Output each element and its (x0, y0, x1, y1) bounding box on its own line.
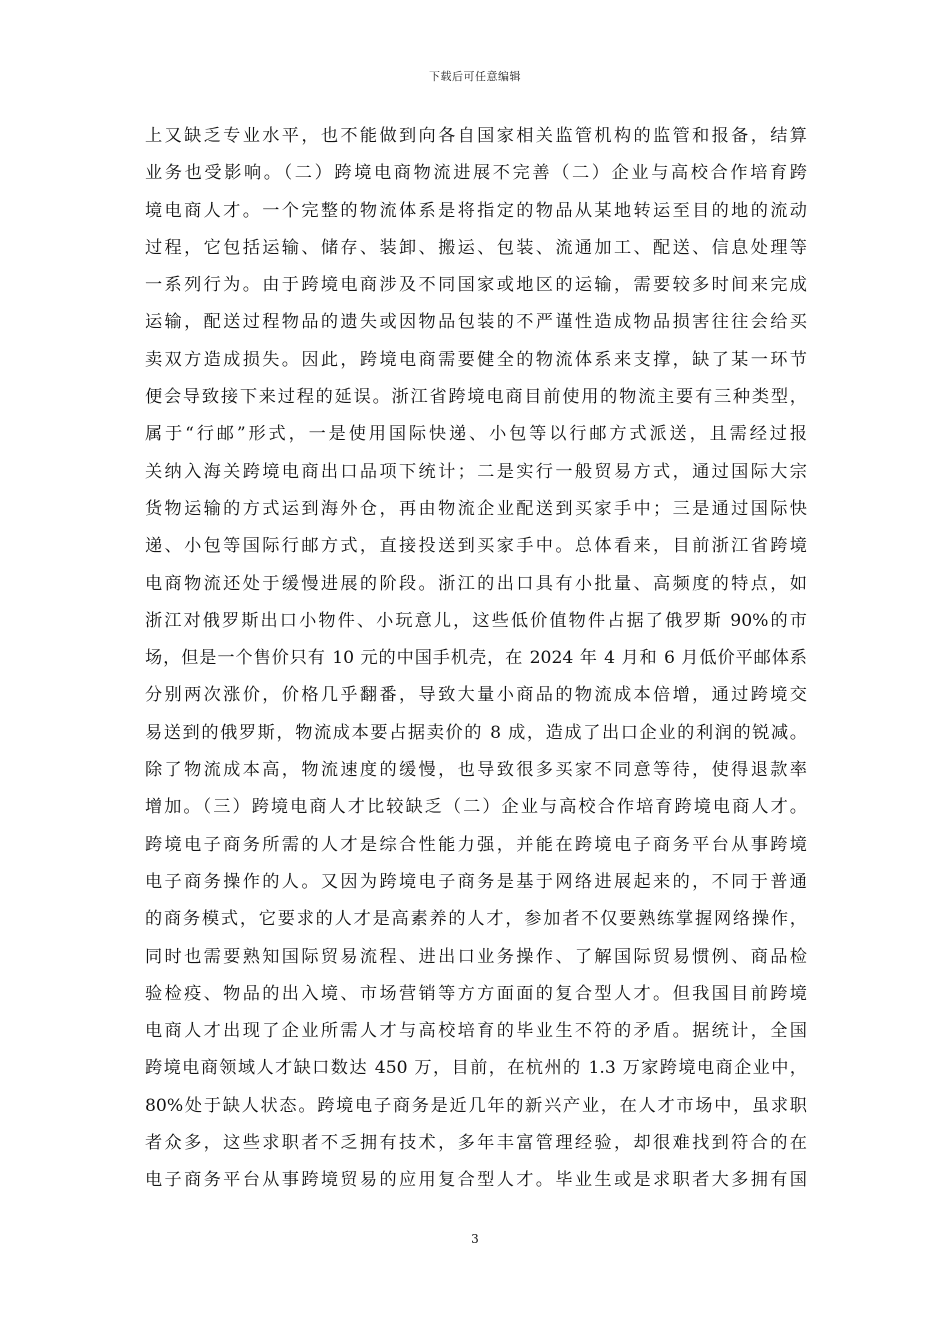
body-text (145, 118, 807, 1200)
text-line: 浙江对俄罗斯出口小物件、小玩意儿，这些低价值物件占据了俄罗斯 90%的市 (145, 610, 807, 631)
text-line: 分别两次涨价，价格几乎翻番，导致大量小商品的物流成本倍增，通过跨境交 (145, 685, 807, 706)
text-line: 运输，配送过程物品的遗失或因物品包装的不严谨性造成物品损害往往会给买 (145, 312, 807, 333)
text-line: 上又缺乏专业水平，也不能做到向各自国家相关监管机构的监管和报备，结算 (145, 126, 807, 146)
text-line: 货物运输的方式运到海外仓，再由物流企业配送到买家手中；三是通过国际快 (145, 498, 807, 519)
text-line: 便会导致接下来过程的延误。浙江省跨境电商目前使用的物流主要有三种类型， (145, 387, 807, 408)
text-line: 电商人才出现了企业所需人才与高校培育的毕业生不符的矛盾。据统计，全国 (145, 1021, 807, 1042)
text-line: 同时也需要熟知国际贸易流程、进出口业务操作、了解国际贸易惯例、商品检 (145, 946, 807, 967)
text-line: 电子商务平台从事跨境贸易的应用复合型人才。毕业生或是求职者大多拥有国 (145, 1170, 807, 1191)
text-line: 跨境电子商务所需的人才是综合性能力强，并能在跨境电子商务平台从事跨境 (145, 834, 807, 855)
text-line: 验检疫、物品的出入境、市场营销等方方面面的复合型人才。但我国目前跨境 (145, 983, 807, 1004)
text-line: 过程，它包括运输、储存、装卸、搬运、包装、流通加工、配送、信息处理等 (145, 237, 807, 258)
text-line: 关纳入海关跨境电商出口品项下统计；二是实行一般贸易方式，通过国际大宗 (145, 461, 807, 482)
text-line: 业务也受影响。（二）跨境电商物流进展不完善（二）企业与高校合作培育跨 (145, 163, 807, 184)
page-header: 下载后可任意编辑 (429, 70, 521, 83)
text-line: 除了物流成本高，物流速度的缓慢，也导致很多买家不同意等待，使得退款率 (145, 760, 807, 781)
text-line: 易送到的俄罗斯，物流成本要占据卖价的 8 成，造成了出口企业的利润的锐减。 (145, 722, 807, 743)
text-line: 卖双方造成损失。因此，跨境电商需要健全的物流体系来支撑，缺了某一环节 (145, 349, 807, 370)
text-line: 的商务模式，它要求的人才是高素养的人才，参加者不仅要熟练掌握网络操作， (145, 909, 807, 930)
page-number: 3 (471, 1232, 479, 1246)
text-line: 递、小包等国际行邮方式，直接投送到买家手中。总体看来，目前浙江省跨境 (145, 536, 807, 557)
text-line: 增加。（三）跨境电商人才比较缺乏（二）企业与高校合作培育跨境电商人才。 (145, 797, 807, 818)
text-line: 电商物流还处于缓慢进展的阶段。浙江的出口具有小批量、高频度的特点，如 (145, 573, 807, 594)
text-line: 电子商务操作的人。又因为跨境电子商务是基于网络进展起来的，不同于普通 (145, 871, 807, 892)
text-line: 一系列行为。由于跨境电商涉及不同国家或地区的运输，需要较多时间来完成 (145, 275, 807, 296)
text-line: 场，但是一个售价只有 10 元的中国手机壳，在 2024 年 4 月和 6 月低价平邮体系 (145, 648, 807, 669)
text-line: 境电商人才。一个完整的物流体系是将指定的物品从某地转运至目的地的流动 (145, 200, 807, 221)
text-line: 属于“行邮”形式，一是使用国际快递、小包等以行邮方式派送，且需经过报 (145, 424, 807, 445)
text-line: 80%处于缺人状态。跨境电子商务是近几年的新兴产业，在人才市场中，虽求职 (145, 1095, 807, 1116)
text-line: 者众多，这些求职者不乏拥有技术，多年丰富管理经验，却很难找到符合的在 (145, 1133, 807, 1154)
text-line: 跨境电商领域人才缺口数达 450 万，目前，在杭州的 1.3 万家跨境电商企业中， (145, 1058, 807, 1079)
